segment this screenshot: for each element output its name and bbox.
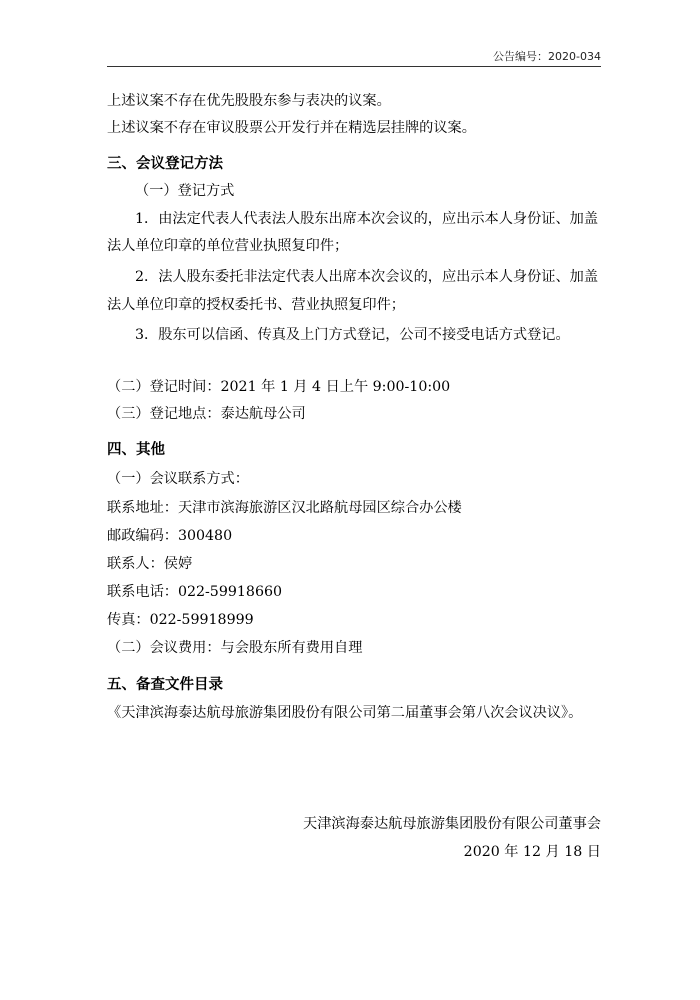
list-item: 3．股东可以信函、传真及上门方式登记，公司不接受电话方式登记。 xyxy=(135,327,570,343)
list-item-continuation: 法人单位印章的授权委托书、营业执照复印件； xyxy=(107,297,405,313)
section-heading-3: 三、会议登记方法 xyxy=(107,156,223,172)
contact-person: 联系人：侯婷 xyxy=(107,556,193,572)
contact-fax: 传真：022-59918999 xyxy=(107,612,254,628)
signature-company: 天津滨海泰达航母旅游集团股份有限公司董事会 xyxy=(303,816,601,832)
postcode: 邮政编码：300480 xyxy=(107,528,233,544)
paragraph: 上述议案不存在审议股票公开发行并在精选层挂牌的议案。 xyxy=(107,120,476,136)
paragraph: 上述议案不存在优先股股东参与表决的议案。 xyxy=(107,93,391,109)
contact-address: 联系地址：天津市滨海旅游区汉北路航母园区综合办公楼 xyxy=(107,500,462,516)
header-divider xyxy=(107,66,601,67)
section-heading-4: 四、其他 xyxy=(107,442,165,458)
list-item-continuation: 法人单位印章的单位营业执照复印件； xyxy=(107,238,349,254)
contact-phone: 联系电话：022-59918660 xyxy=(107,584,283,600)
signature-date: 2020 年 12 月 18 日 xyxy=(463,844,601,860)
notice-number: 公告编号：2020-034 xyxy=(493,50,601,63)
meeting-fee: （二）会议费用：与会股东所有费用自理 xyxy=(107,640,363,656)
section-heading-5: 五、备查文件目录 xyxy=(107,677,223,693)
subsection-title: （一）会议联系方式： xyxy=(107,471,249,487)
subsection-title: （一）登记方式 xyxy=(135,183,235,199)
list-item: 2．法人股东委托非法定代表人出席本次会议的，应出示本人身份证、加盖 xyxy=(135,269,599,285)
registration-place: （三）登记地点：泰达航母公司 xyxy=(107,406,306,422)
reference-document: 《天津滨海泰达航母旅游集团股份有限公司第二届董事会第八次会议决议》。 xyxy=(107,705,583,721)
registration-time: （二）登记时间：2021 年 1 月 4 日上午 9:00-10:00 xyxy=(107,379,451,395)
list-item: 1．由法定代表人代表法人股东出席本次会议的，应出示本人身份证、加盖 xyxy=(135,211,599,227)
